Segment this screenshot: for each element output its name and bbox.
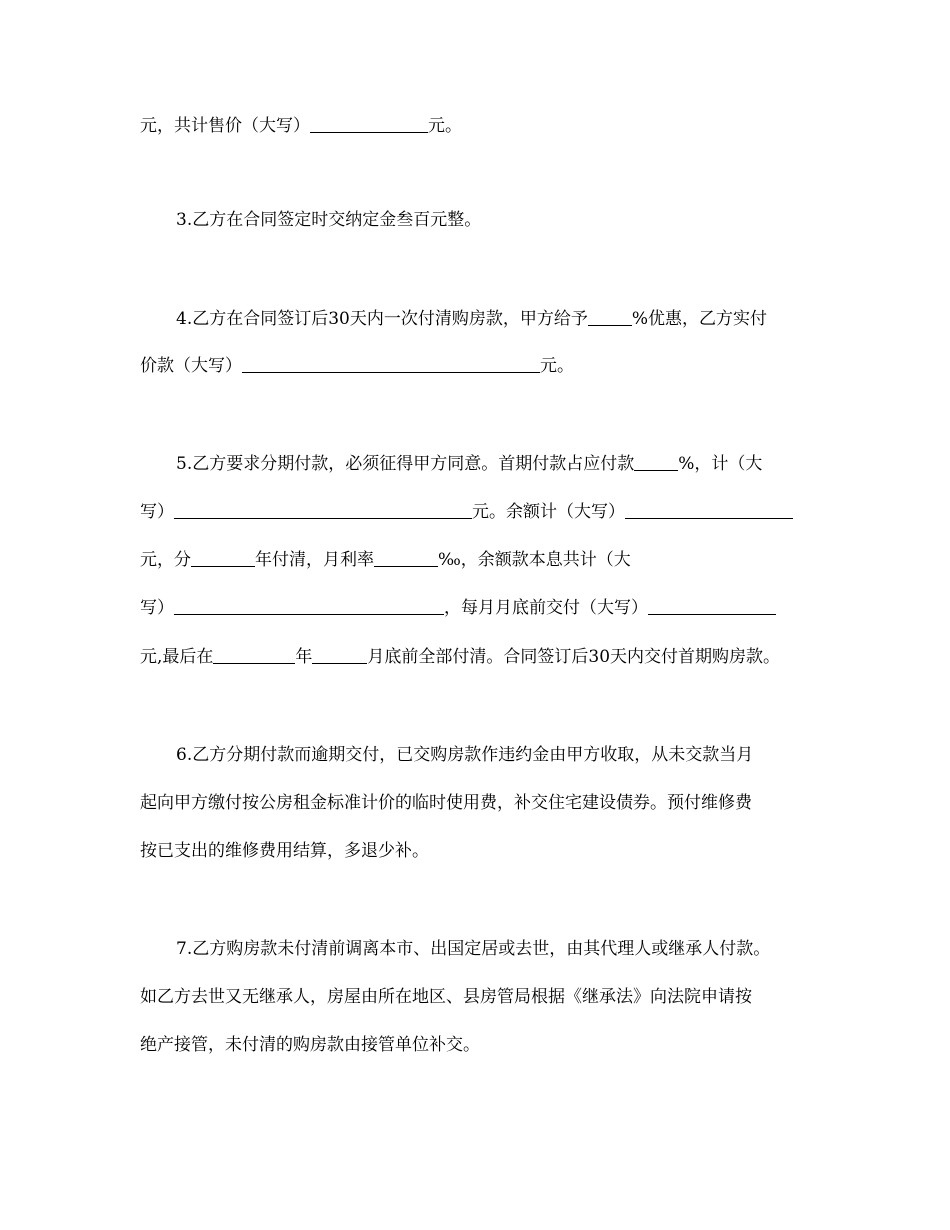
- blank-field: [625, 501, 793, 519]
- paragraph-line: [0, 791, 950, 815]
- paragraph-line: [0, 937, 950, 961]
- paragraph-line: [0, 452, 950, 476]
- blank-field: [191, 549, 255, 567]
- blank-field: [242, 355, 540, 373]
- line-text: 5.乙方要求分期付款，必须征得甲方同意。首期付款占应付款: [176, 454, 635, 474]
- blank-field: [174, 597, 444, 615]
- line-text: 月底前全部付清。合同签订后30天内交付首期购房款。: [367, 647, 781, 667]
- line-text: 4.乙方在合同签订后30天内一次付清购房款，甲方给予: [176, 309, 588, 329]
- blank-field: [213, 646, 295, 664]
- blank-field: [310, 115, 428, 133]
- line-text: ‰，余额款本息共计（大: [438, 550, 631, 570]
- line-text: 元。: [540, 356, 574, 376]
- line-text: ，每月月底前交付（大写）: [444, 598, 648, 618]
- line-text: 3.乙方在合同签定时交纳定金叁百元整。: [176, 210, 482, 230]
- line-text: 如乙方去世又无继承人，房屋由所在地区、县房管局根据《继承法》向法院申请按: [140, 987, 752, 1007]
- line-text: 年: [295, 647, 313, 667]
- line-text: 元。余额计（大写）: [472, 502, 625, 522]
- blank-field: [588, 308, 632, 326]
- line-text: 元，分: [140, 550, 191, 570]
- paragraph-line: [0, 645, 950, 669]
- paragraph-line: [0, 354, 950, 378]
- paragraph-line: [0, 548, 950, 572]
- paragraph-line: [0, 743, 950, 767]
- paragraph-line: [0, 500, 950, 524]
- blank-field: [634, 453, 678, 471]
- line-text: 元。: [428, 116, 462, 136]
- line-text: 价款（大写）: [140, 356, 242, 376]
- line-text: 年付清，月利率: [255, 550, 374, 570]
- blank-field: [648, 597, 776, 615]
- line-text: 元，共计售价（大写）: [140, 116, 310, 136]
- paragraph-line: [0, 114, 950, 138]
- line-text: %优惠，乙方实付: [631, 309, 768, 329]
- line-text: 绝产接管，未付清的购房款由接管单位补交。: [140, 1035, 480, 1055]
- paragraph-line: [0, 839, 950, 863]
- line-text: 6.乙方分期付款而逾期交付，已交购房款作违约金由甲方收取，从未交款当月: [176, 745, 754, 765]
- paragraph-line: [0, 596, 950, 620]
- line-text: 写）: [140, 598, 174, 618]
- line-text: 起向甲方缴付按公房租金标准计价的临时使用费，补交住宅建设债券。预付维修费: [140, 793, 752, 813]
- blank-field: [374, 549, 438, 567]
- paragraph-line: [0, 208, 950, 232]
- line-text: 按已支出的维修费用结算，多退少补。: [140, 841, 429, 861]
- paragraph-line: [0, 1033, 950, 1057]
- blank-field: [312, 646, 367, 664]
- blank-field: [174, 501, 472, 519]
- line-text: 7.乙方购房款未付清前调离本市、出国定居或去世，由其代理人或继承人付款。: [176, 939, 771, 959]
- line-text: %，计（大: [678, 454, 763, 474]
- line-text: 元,最后在: [140, 647, 214, 667]
- paragraph-line: [0, 307, 950, 331]
- paragraph-line: [0, 985, 950, 1009]
- line-text: 写）: [140, 502, 174, 522]
